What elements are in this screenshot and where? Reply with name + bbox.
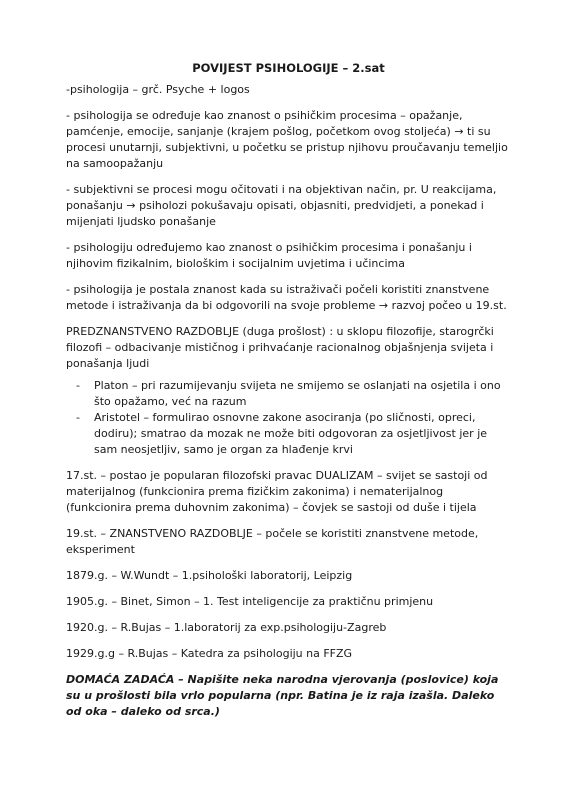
list-item-platon: - Platon – pri razumijevanju svijeta ne smijemo se oslanjati na osjetila i ono što opažamo, već na razum <box>66 378 511 410</box>
paragraph-became-science: - psihologija je postala znanost kada su istraživači počeli koristiti znanstvene metode i istraživanja da bi odgovorili na svoje probleme → razvoj počeo u 19.st. <box>66 283 507 312</box>
paragraph-science-definition: - psihologiju određujemo kao znanost o psihičkim procesima i ponašanju i njihovim fizikalnim, biološkim i socijalnim uvjetima i učincima <box>66 241 472 270</box>
paragraph-definition-origin: -psihologija – grč. Psyche + logos <box>66 83 250 96</box>
timeline-1929: 1929.g.g – R.Bujas – Katedra za psihologiju na FFZG <box>66 647 353 660</box>
paragraph-objective-behavior: - subjektivni se procesi mogu očitovati i na objektivan način, pr. U reakcijama, ponašanju → psiholozi pokušavaju opisati, objasniti, predvidjeti, a ponekad i mijenjati ljudsko ponašanje <box>66 183 497 228</box>
paragraph-dualism: 17.st. – postao je popularan filozofski pravac DUALIZAM – svijet se sastoji od materijalnog (funkcionira prema fizičkim zakonima) i nematerijalnog (funkcionira prema duhovnim zakonima) – čovjek se sastoji od duše i tijela <box>66 469 488 514</box>
timeline-1879: 1879.g. – W.Wundt – 1.psihološki laboratorij, Leipzig <box>66 569 353 582</box>
paragraph-mental-processes: - psihologija se određuje kao znanost o psihičkim procesima – opažanje, pamćenje, emocije, sanjanje (krajem pošlog, početkom ovog stoljeća) → ti su procesi unutarnji, subjektivni, u početku se pristup njihovu proučavanju temeljio na samoopažanju <box>66 109 508 170</box>
homework-paragraph: DOMAĆA ZADAĆA – Napišite neka narodna vjerovanja (poslovice) koja su u prošlosti bila vrlo popularna (npr. Batina je iz raja izašla. Daleko od oka – daleko od srca.) <box>66 673 499 718</box>
paragraph-scientific-period: 19.st. – ZNANSTVENO RAZDOBLJE – počele se koristiti znanstvene metode, eksperiment <box>66 527 479 556</box>
timeline-1920: 1920.g. – R.Bujas – 1.laboratorij za exp.psihologiju-Zagreb <box>66 621 387 634</box>
document-page <box>66 60 511 730</box>
document-title: POVIJEST PSIHOLOGIJE – 2.sat <box>192 61 385 75</box>
timeline-1905: 1905.g. – Binet, Simon – 1. Test inteligencije za praktičnu primjenu <box>66 595 434 608</box>
paragraph-prescientific-period: PREDZNANSTVENO RAZDOBLJE (duga prošlost) : u sklopu filozofije, starogrčki filozofi – odbacivanje mističnog i prihvaćanje racionalnog objašnjenja svijeta i ponašanja ljudi <box>66 325 494 370</box>
list-item-aristotel: - Aristotel – formulirao osnovne zakone asociranja (po sličnosti, opreci, dodiru); smatrao da mozak ne može biti odgovoran za osjetljivost jer je sam neosjetljiv, samo je organ za hlađenje krvi <box>66 410 511 458</box>
philosophers-list <box>66 378 511 458</box>
